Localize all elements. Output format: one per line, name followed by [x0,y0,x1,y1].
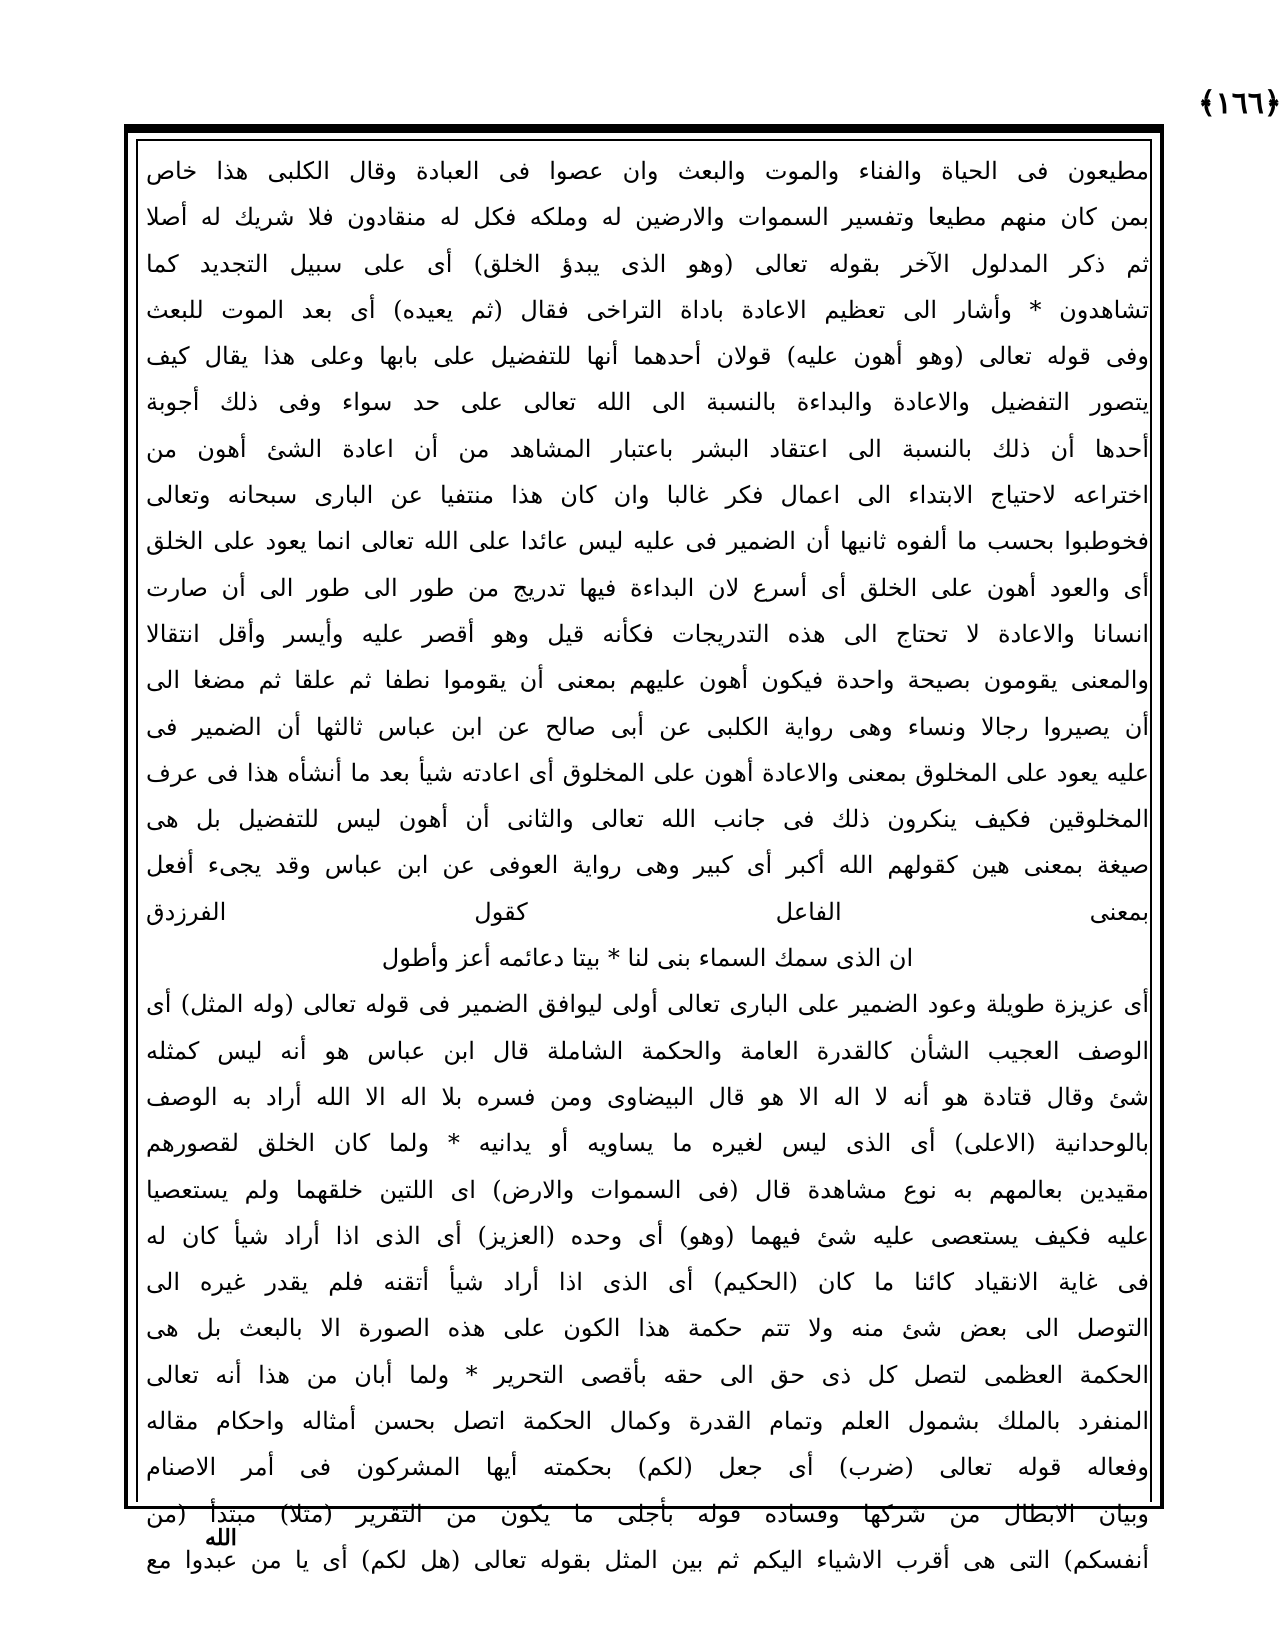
text-line: والمعنى يقومون بصيحة واحدة فيكون أهون عليهم بمعنى أن يقوموا نطفا ثم علقا ثم مضغا الى [146,666,1149,695]
text-line: اختراعه لاحتياج الابتداء الى اعمال فكر غالبا وان كان هذا منتفيا عن البارى سبحانه وتعالى [146,481,1149,510]
text-line: المنفرد بالملك بشمول العلم وتمام القدرة وكمال الحكمة اتصل بحسن أمثاله واحكام مقاله [146,1407,1149,1436]
text-line: وبيان الابطال من شركها وفساده قوله بأجلى ما يكون من التقرير (مثلا) مبتدأ (من [146,1499,1149,1528]
text-line: أى عزيزة طويلة وعود الضمير على البارى تعالى أولى ليوافق الضمير فى قوله تعالى (وله المثل) أى [146,990,1149,1019]
text-line: فى غاية الانقياد كائنا ما كان (الحكيم) أى الذى اذا أراد شيأ أتقنه فلم يقدر غيره الى [146,1268,1149,1297]
text-line: عليه فكيف يستعصى عليه شئ فيهما (وهو) أى وحده (العزيز) أى الذى اذا أراد شيأ كان له [146,1221,1149,1250]
page-number: ﴿١٦٦﴾ [1198,86,1282,121]
text-line: أحدها أن ذلك بالنسبة الى اعتقاد البشر باعتبار المشاهد من أن اعادة الشئ أهون من [146,434,1149,463]
text-line: أن يصيروا رجالا ونساء وهى رواية الكلبى عن أبى صالح عن ابن عباس ثالثها أن الضمير فى [146,712,1149,741]
text-line: ثم ذكر المدلول الآخر بقوله تعالى (وهو الذى يبدؤ الخلق) أى على سبيل التجديد كما [146,249,1149,278]
text-line: أى والعود أهون على الخلق أى أسرع لان البداءة فيها تدريج من طور الى طور الى أن صارت [146,573,1149,602]
text-line: الحكمة العظمى لتصل كل ذى حق الى حقه بأقصى التحرير * ولما أبان من هذا أنه تعالى [146,1360,1149,1389]
text-line: المخلوقين فكيف ينكرون ذلك فى جانب الله تعالى والثانى أن أهون ليس للتفضيل بل هى [146,805,1149,834]
text-line: يتصور التفضيل والاعادة والبداءة بالنسبة الى الله تعالى على حد سواء وفى ذلك أجوبة [146,388,1149,417]
text-line: فخوطبوا بحسب ما ألفوه ثانيها أن الضمير فى عليه ليس عائدا على الله تعالى انما يعود على الخلق [146,527,1149,556]
text-line: وفى قوله تعالى (وهو أهون عليه) قولان أحدهما أنها للتفضيل على بابها وعلى هذا يقال كيف [146,342,1149,371]
text-line: مطيعون فى الحياة والفناء والموت والبعث وان عصوا فى العبادة وقال الكلبى هذا خاص [146,157,1149,185]
text-line: وفعاله قوله تعالى (ضرب) أى جعل (لكم) بحكمته أيها المشركون فى أمر الاصنام [146,1453,1149,1482]
text-line: صيغة بمعنى هين كقولهم الله أكبر أى كبير وهى رواية العوفى عن ابن عباس وقد يجىء أفعل [146,851,1149,880]
text-line: انسانا والاعادة لا تحتاج الى هذه التدريجات فكأنه قيل وهو أقصر عليه وأيسر وأقل انتقالا [146,619,1149,648]
verse-line: ان الذى سمك السماء بنى لنا * بيتا دعائمه أعز وأطول [381,944,914,973]
text-line: تشاهدون * وأشار الى تعظيم الاعادة باداة التراخى فقال (ثم يعيده) أى بعد الموت للبعث [146,295,1149,324]
text-line: بمعنى الفاعل كقول الفرزدق [146,897,1149,926]
body-text [146,148,1149,1583]
text-line: مقيدين بعالمهم به نوع مشاهدة قال (فى السموات والارض) اى اللتين خلقهما ولم يستعصيا [146,1175,1149,1204]
text-line: التوصل الى بعض شئ منه ولا تتم حكمة هذا الكون على هذه الصورة الا بالبعث بل هى [146,1314,1149,1343]
text-line: بمن كان منهم مطيعا وتفسير السموات والارضين له وملكه فكل له منقادون فلا شريك له أصلا [146,203,1149,232]
text-line: أنفسكم) التى هى أقرب الاشياء اليكم ثم بين المثل بقوله تعالى (هل لكم) أى يا من عبدوا مع [146,1545,1149,1574]
text-line: شئ وقال قتادة هو أنه لا اله الا هو قال البيضاوى ومن فسره بلا اله الا الله أراد به الوصف [146,1082,1149,1111]
text-line: الوصف العجيب الشأن كالقدرة العامة والحكمة الشاملة قال ابن عباس هو أنه ليس كمثله [146,1036,1149,1065]
catchword: الله [205,1525,237,1551]
text-line: عليه يعود على المخلوق بمعنى والاعادة أهون على المخلوق أى اعادته شيأ بعد ما أنشأه هذا فى عرف [146,758,1149,787]
text-line: بالوحدانية (الاعلى) أى الذى ليس لغيره ما يساويه أو يدانيه * ولما كان الخلق لقصورهم [146,1129,1149,1158]
